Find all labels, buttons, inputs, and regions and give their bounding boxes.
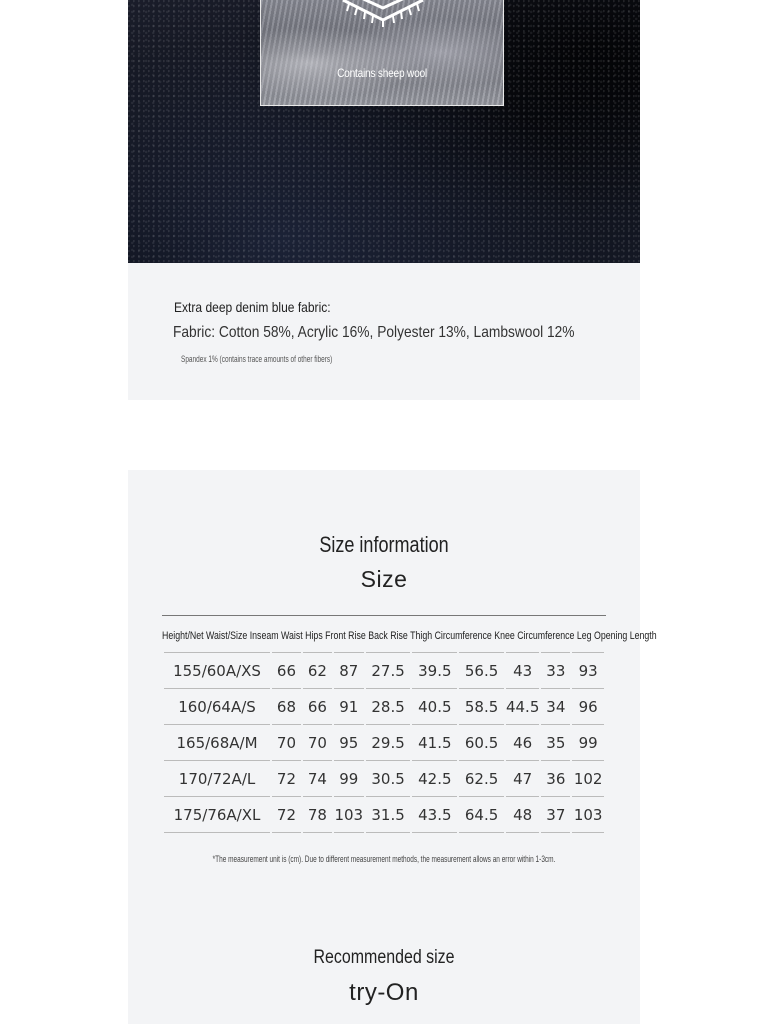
table-row: [164, 689, 604, 725]
wool-diamond-icon: [335, 0, 431, 38]
measurement-cell: 28.5: [366, 689, 411, 725]
measurement-cell: 93: [572, 652, 604, 689]
table-row: [164, 797, 604, 833]
measurement-cell: 31.5: [366, 797, 411, 833]
measurement-cell: 56.5: [459, 652, 504, 689]
measurement-cell: 33: [541, 652, 570, 689]
size-label-cell: 170/72A/L: [164, 761, 270, 797]
measurement-cell: 37: [541, 797, 570, 833]
measurement-cell: 42.5: [412, 761, 457, 797]
measurement-cell: 96: [572, 689, 604, 725]
size-table: [162, 652, 606, 833]
measurement-cell: 87: [334, 652, 364, 689]
size-information-section: [128, 470, 657, 1024]
table-row: [164, 725, 604, 761]
measurement-cell: 44.5: [506, 689, 539, 725]
size-footnote: *The measurement unit is (cm). Due to different measurement methods, the measurement allows an error within 1-3cm.: [212, 854, 556, 864]
size-subtitle: Size: [360, 566, 408, 592]
size-label-cell: 155/60A/XS: [164, 652, 270, 689]
measurement-cell: 35: [541, 725, 570, 761]
measurement-cell: 36: [541, 761, 570, 797]
fabric-info-panel: [128, 263, 640, 400]
fabric-note: Spandex 1% (contains trace amounts of other fibers): [181, 354, 333, 364]
size-label-cell: 160/64A/S: [164, 689, 270, 725]
measurement-cell: 72: [272, 797, 301, 833]
measurement-cell: 66: [272, 652, 301, 689]
measurement-cell: 95: [334, 725, 364, 761]
wool-caption: Contains sheep wool: [337, 66, 427, 80]
measurement-cell: 30.5: [366, 761, 411, 797]
measurement-cell: 40.5: [412, 689, 457, 725]
measurement-cell: 60.5: [459, 725, 504, 761]
fabric-heading: Extra deep denim blue fabric:: [174, 299, 331, 315]
measurement-cell: 66: [303, 689, 332, 725]
measurement-cell: 72: [272, 761, 301, 797]
measurement-cell: 41.5: [412, 725, 457, 761]
measurement-cell: 62.5: [459, 761, 504, 797]
measurement-cell: 103: [572, 797, 604, 833]
measurement-cell: 91: [334, 689, 364, 725]
measurement-cell: 68: [272, 689, 301, 725]
measurement-cell: 74: [303, 761, 332, 797]
measurement-cell: 39.5: [412, 652, 457, 689]
measurement-cell: 99: [334, 761, 364, 797]
measurement-cell: 64.5: [459, 797, 504, 833]
measurement-cell: 27.5: [366, 652, 411, 689]
size-label-cell: 175/76A/XL: [164, 797, 270, 833]
size-title: Size information: [319, 532, 449, 557]
fabric-photo: [128, 0, 640, 263]
measurement-cell: 34: [541, 689, 570, 725]
measurement-cell: 70: [272, 725, 301, 761]
table-row: [164, 652, 604, 689]
measurement-cell: 70: [303, 725, 332, 761]
measurement-cell: 47: [506, 761, 539, 797]
measurement-cell: 58.5: [459, 689, 504, 725]
wool-inset-image: [260, 0, 504, 106]
measurement-cell: 43.5: [412, 797, 457, 833]
measurement-cell: 103: [334, 797, 364, 833]
measurement-cell: 102: [572, 761, 604, 797]
measurement-cell: 46: [506, 725, 539, 761]
measurement-cell: 62: [303, 652, 332, 689]
size-table-container: [162, 615, 657, 824]
measurement-cell: 48: [506, 797, 539, 833]
measurement-cell: 78: [303, 797, 332, 833]
measurement-cell: 43: [506, 652, 539, 689]
table-row: [164, 761, 604, 797]
size-table-header: Height/Net Waist/Size Inseam Waist Hips Front Rise Back Rise Thigh Circumference Knee Circumference Leg Opening Length: [162, 630, 657, 642]
measurement-cell: 99: [572, 725, 604, 761]
fabric-composition: Fabric: Cotton 58%, Acrylic 16%, Polyester 13%, Lambswool 12%: [173, 324, 575, 341]
recommended-size-title: Recommended size: [313, 947, 455, 968]
size-label-cell: 165/68A/M: [164, 725, 270, 761]
measurement-cell: 29.5: [366, 725, 411, 761]
try-on-label: try-On: [349, 979, 419, 1006]
